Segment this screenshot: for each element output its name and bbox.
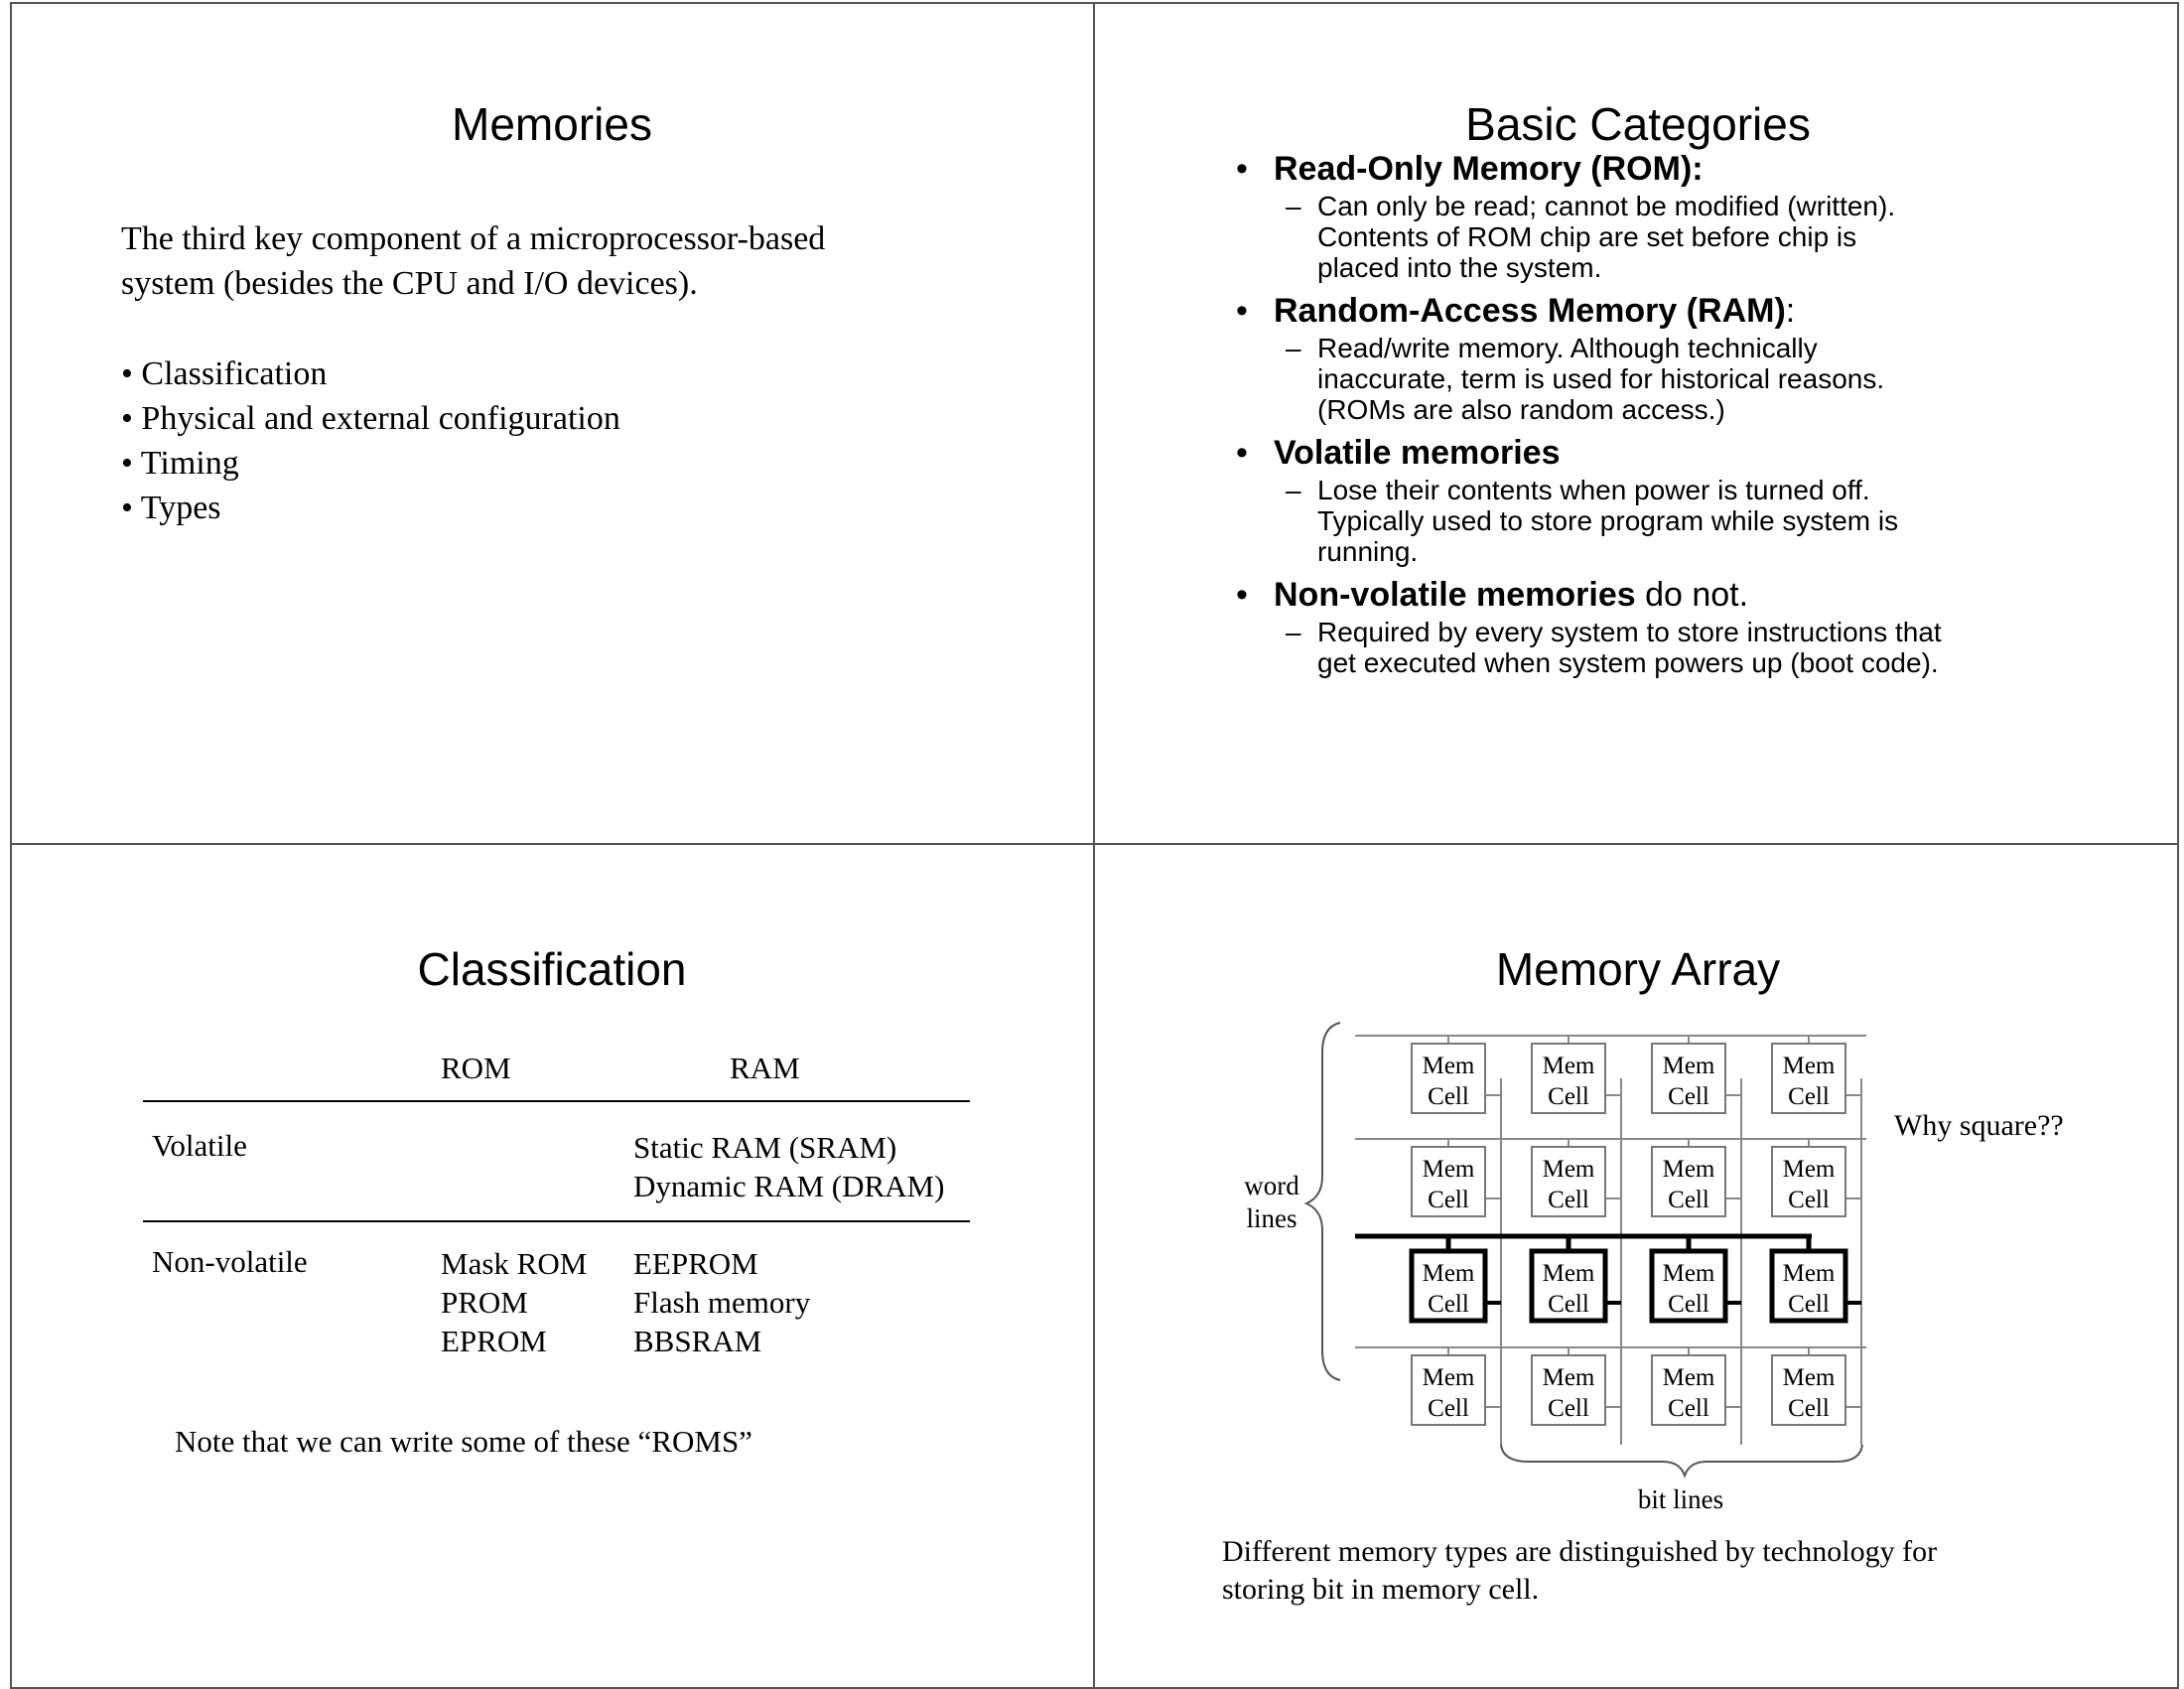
- slide-title: Memory Array: [1495, 943, 1781, 995]
- svg-text:Mem: Mem: [1542, 1364, 1595, 1391]
- category-heading: • Non-volatile memories do not.: [1236, 576, 1749, 614]
- svg-text:Mem: Mem: [1422, 1260, 1475, 1287]
- memory-cell: [1652, 1044, 1725, 1113]
- memory-cell: [1412, 1044, 1485, 1113]
- svg-text:Mem: Mem: [1662, 1260, 1715, 1287]
- memory-cell: [1652, 1251, 1725, 1321]
- svg-text:Mem: Mem: [1782, 1260, 1836, 1287]
- svg-text:Cell: Cell: [1668, 1187, 1709, 1213]
- svg-text:Cell: Cell: [1788, 1083, 1830, 1110]
- memory-cell: [1772, 1147, 1845, 1216]
- nonvolatile-ram-cell: EEPROM Flash memory BBSRAM: [633, 1246, 811, 1358]
- svg-text:Cell: Cell: [1788, 1395, 1830, 1422]
- slide-title: Classification: [417, 943, 687, 995]
- memory-cell: [1652, 1147, 1725, 1216]
- svg-text:Cell: Cell: [1548, 1187, 1589, 1213]
- svg-text:Mem: Mem: [1782, 1364, 1836, 1391]
- row-label-volatile: Volatile: [152, 1128, 247, 1163]
- bit-lines-label: bit lines: [1637, 1484, 1724, 1514]
- list-item: • Physical and external configuration: [121, 400, 620, 437]
- bit-lines-brace: [1501, 1445, 1862, 1476]
- memory-cell: [1532, 1147, 1605, 1216]
- category-description: – Can only be read; cannot be modified (written). Contents of ROM chip are set before chip is placed into the system.: [1286, 191, 1896, 283]
- volatile-ram-cell: Static RAM (SRAM) Dynamic RAM (DRAM): [633, 1130, 945, 1203]
- category-description: – Lose their contents when power is turned off. Typically used to store program while system is running.: [1286, 475, 1899, 567]
- list-item: • Types: [121, 490, 221, 526]
- svg-text:Cell: Cell: [1788, 1187, 1830, 1213]
- svg-text:Mem: Mem: [1662, 1364, 1715, 1391]
- nonvolatile-rom-cell: Mask ROM PROM EPROM: [441, 1246, 588, 1358]
- svg-text:Cell: Cell: [1428, 1291, 1469, 1318]
- memory-cell: [1772, 1355, 1845, 1425]
- intro-line: The third key component of a microprocessor-based: [121, 220, 826, 257]
- intro-line: system (besides the CPU and I/O devices).: [121, 265, 698, 302]
- svg-text:Cell: Cell: [1428, 1083, 1469, 1110]
- svg-text:Cell: Cell: [1548, 1291, 1589, 1318]
- svg-text:Cell: Cell: [1668, 1291, 1709, 1318]
- svg-text:Mem: Mem: [1782, 1053, 1836, 1079]
- slide-title: Memories: [452, 98, 652, 150]
- word-lines-label: lines: [1246, 1203, 1297, 1233]
- word-lines-label: word: [1244, 1171, 1299, 1200]
- memory-cell: [1772, 1251, 1845, 1321]
- svg-text:Mem: Mem: [1542, 1260, 1595, 1287]
- word-lines-brace: [1306, 1023, 1340, 1380]
- classification-note: Note that we can write some of these “ROMS”: [175, 1424, 752, 1459]
- memory-cell: [1772, 1044, 1845, 1113]
- svg-text:Cell: Cell: [1788, 1291, 1830, 1318]
- svg-text:Mem: Mem: [1662, 1156, 1715, 1183]
- svg-text:Cell: Cell: [1668, 1083, 1709, 1110]
- memory-cell: [1652, 1355, 1725, 1425]
- svg-text:Mem: Mem: [1542, 1156, 1595, 1183]
- column-header-rom: ROM: [441, 1051, 511, 1085]
- caption-line: storing bit in memory cell.: [1222, 1573, 1540, 1606]
- svg-text:Cell: Cell: [1668, 1395, 1709, 1422]
- category-description: – Read/write memory. Although technically inaccurate, term is used for historical reasons. (ROMs are also random access.): [1286, 333, 1885, 425]
- svg-text:Mem: Mem: [1422, 1364, 1475, 1391]
- category-description: – Required by every system to store instructions that get executed when system powers up (boot code).: [1286, 617, 1942, 678]
- svg-text:Mem: Mem: [1422, 1156, 1475, 1183]
- column-header-ram: RAM: [730, 1051, 800, 1085]
- svg-text:Mem: Mem: [1422, 1053, 1475, 1079]
- category-heading: • Volatile memories: [1236, 434, 1561, 472]
- svg-text:Cell: Cell: [1548, 1083, 1589, 1110]
- caption-line: Different memory types are distinguished by technology for: [1222, 1535, 1938, 1568]
- svg-text:Mem: Mem: [1782, 1156, 1836, 1183]
- svg-text:Cell: Cell: [1548, 1395, 1589, 1422]
- memory-cell: [1412, 1251, 1485, 1321]
- svg-text:Cell: Cell: [1428, 1187, 1469, 1213]
- memory-cell: [1532, 1251, 1605, 1321]
- category-heading: • Random-Access Memory (RAM):: [1236, 292, 1796, 330]
- slide-title: Basic Categories: [1465, 98, 1811, 150]
- svg-text:Mem: Mem: [1542, 1053, 1595, 1079]
- memory-cell: [1532, 1355, 1605, 1425]
- memory-cell: [1532, 1044, 1605, 1113]
- why-square-note: Why square??: [1894, 1109, 2064, 1142]
- row-label-nonvolatile: Non-volatile: [152, 1244, 308, 1279]
- list-item: • Timing: [121, 445, 239, 482]
- list-item: • Classification: [121, 355, 328, 392]
- memory-cell: [1412, 1355, 1485, 1425]
- svg-text:Mem: Mem: [1662, 1053, 1715, 1079]
- category-heading: • Read-Only Memory (ROM):: [1236, 150, 1704, 188]
- memory-cell: [1412, 1147, 1485, 1216]
- svg-text:Cell: Cell: [1428, 1395, 1469, 1422]
